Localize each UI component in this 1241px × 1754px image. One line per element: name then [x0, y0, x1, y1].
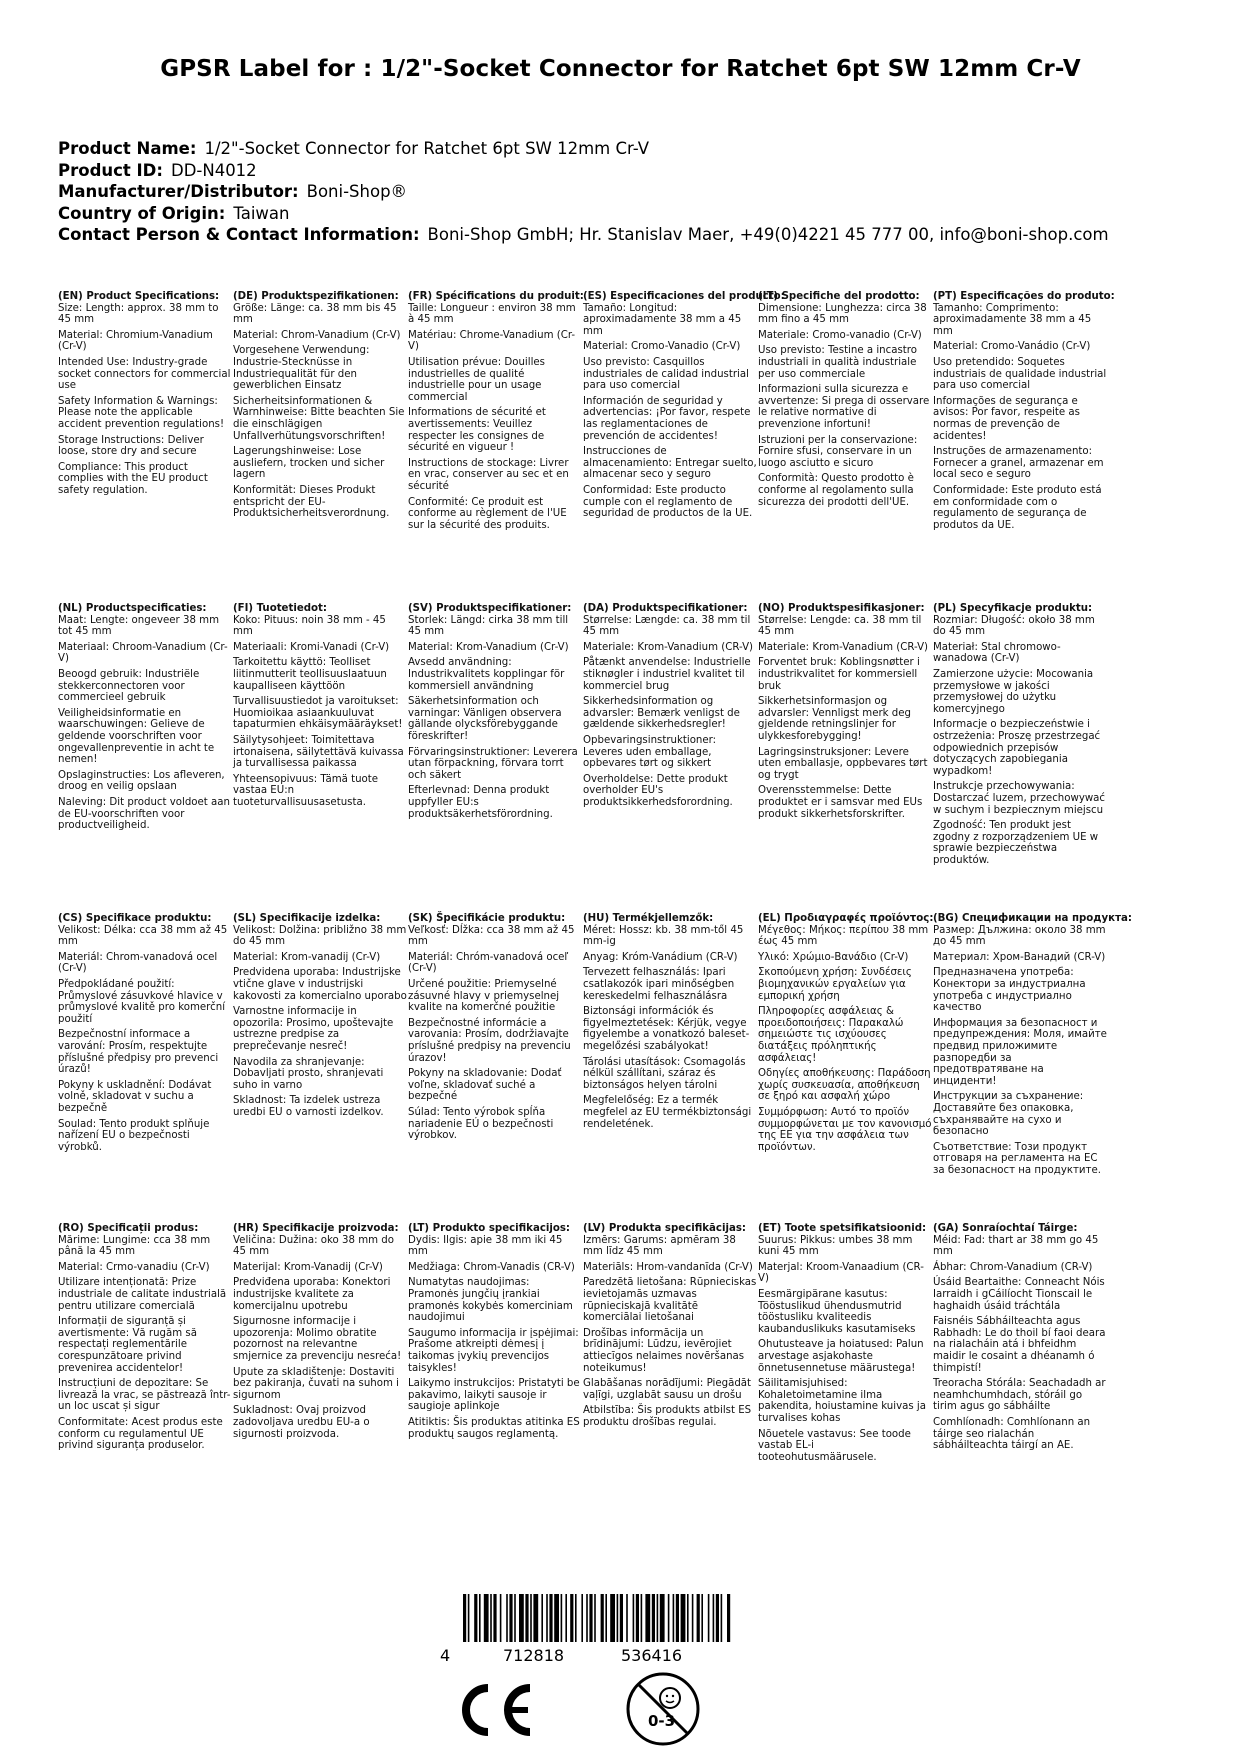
- barcode-bar: [636, 1594, 639, 1642]
- barcode-bar: [525, 1594, 528, 1642]
- spec-line: Predviđena uporaba: Konektori industrijske kvalitete za komercijalnu upotrebu: [233, 1277, 391, 1312]
- barcode-bar: [581, 1594, 583, 1642]
- spec-block: [408, 913, 583, 1146]
- barcode-digits-right: 536416: [621, 1646, 683, 1665]
- spec-heading: (DA) Produktspecifikationer:: [583, 603, 748, 614]
- spec-heading: (HR) Specifikacije proizvoda:: [233, 1223, 399, 1234]
- barcode-bar: [490, 1594, 492, 1642]
- spec-line: Conformità: Questo prodotto è conforme al regolamento sulla sicurezza dei prodotti dell'UE.: [758, 473, 914, 508]
- spec-heading: (FI) Tuotetiedot:: [233, 603, 327, 614]
- spec-line: Materiale: Cromo-vanadio (Cr-V): [758, 329, 922, 341]
- barcode-bar: [509, 1594, 512, 1642]
- barcode-bar: [620, 1594, 623, 1642]
- spec-heading: (PT) Especificações do produto:: [933, 291, 1115, 302]
- spec-line: Compliance: This product complies with the EU product safety regulation.: [58, 461, 208, 496]
- spec-heading: (IT) Specifiche del prodotto:: [758, 291, 920, 302]
- spec-heading: (PL) Specyfikacje produktu:: [933, 603, 1093, 614]
- spec-line: Bezpečnostní informace a varování: Prosím, respektujte příslušné předpisy pro prevenci úrazů!: [58, 1029, 219, 1076]
- spec-line: Οδηγίες αποθήκευσης: Παράδοση χωρίς συσκευασία, αποθήκευση σε ξηρό και ασφαλή χώρο: [758, 1068, 931, 1103]
- spec-line: Saugumo informacija ir įspėjimai: Prašome atkreipti dėmesį į taikomas įvykių prevencijos taisykles!: [408, 1327, 579, 1374]
- spec-line: Υλικό: Χρώμιο-Βανάδιο (Cr-V): [758, 951, 909, 963]
- spec-heading: (LT) Produkto specifikacijos:: [408, 1223, 570, 1234]
- spec-line: Säilytysohjeet: Toimitettava irtonaisena, säilytettävä kuivassa ja turvallisessa paikassa: [233, 734, 404, 770]
- spec-line: Faisnéis Sábháilteachta agus Rabhadh: Le do thoil bí faoi deara na rialacháin atá i bhfeidhm maidir le cosaint a dhéanamh ó thimpistí!: [933, 1316, 1106, 1374]
- spec-line: Beoogd gebruik: Industriële stekkerconnectoren voor commercieel gebruik: [58, 668, 200, 704]
- spec-line: Предназначена употреба: Конектори за индустриална употреба с индустриално качество: [933, 967, 1086, 1014]
- barcode-bar: [716, 1594, 719, 1642]
- barcode-bar: [652, 1594, 655, 1642]
- spec-block: [408, 1223, 583, 1444]
- spec-block: [583, 291, 785, 524]
- age-warning-icon: [624, 1670, 702, 1748]
- spec-line: Συμμόρφωση: Αυτό το προϊόν συμμορφώνεται με τον κανονισμό της ΕΕ για την ασφάλεια των προϊόντων.: [758, 1106, 932, 1153]
- info-row: [58, 224, 1208, 246]
- spec-line: Utilisation prévue: Douilles industrielles de qualité industrielle pour un usage commercial: [408, 356, 545, 403]
- spec-line: Instrucțiuni de depozitare: Se livrează la vrac, se păstrează într-un loc uscat și sigur: [58, 1378, 231, 1413]
- barcode-bar: [565, 1594, 567, 1642]
- spec-line: Materiál: Chróm-vanadová oceľ (Cr-V): [408, 951, 569, 975]
- barcode-bar: [479, 1594, 481, 1642]
- spec-line: Tamaño: Longitud: aproximadamente 38 mm a 45 mm: [583, 302, 742, 337]
- spec-line: Size: Length: approx. 38 mm to 45 mm: [58, 302, 219, 326]
- barcode-bar: [594, 1594, 596, 1642]
- spec-line: Materiaali: Kromi-Vanadi (Cr-V): [233, 641, 390, 653]
- barcode-bar: [617, 1594, 619, 1642]
- spec-line: Informații de siguranță și avertismente: Vă rugăm să respectați reglementările corespunzătoare privind prevenirea accidentelor!: [58, 1316, 197, 1374]
- spec-line: Zgodność: Ten produkt jest zgodny z rozporządzeniem UE w sprawie bezpieczeństwa produktów.: [933, 820, 1099, 866]
- spec-line: Instructions de stockage: Livrer en vrac, conserver au sec et en sécurité: [408, 457, 569, 492]
- spec-line: Megfelelőség: Ez a termék megfelel az EU termékbiztonsági rendeletének.: [583, 1095, 752, 1130]
- spec-line: Materijal: Krom-Vanadij (Cr-V): [233, 1261, 383, 1273]
- spec-line: Materjal: Kroom-Vanaadium (CR-V): [758, 1261, 924, 1285]
- barcode-bar: [493, 1594, 496, 1642]
- spec-line: Sikkerhedsinformation og advarsler: Bemærk venligst de gældende sikkerhedsregler!: [583, 696, 740, 731]
- spec-line: Efterlevnad: Denna produkt uppfyller EU:s produktsäkerhetsförordning.: [408, 785, 553, 820]
- spec-line: Conformité: Ce produit est conforme au règlement de l'UE sur la sécurité des produits.: [408, 496, 567, 531]
- age-warning-label: 0-3: [648, 1712, 676, 1730]
- spec-line: Predvidena uporaba: Industrijske vtične glave v industrijski kakovosti za komercialno uporabo: [233, 967, 407, 1002]
- spec-line: Atbilstība: Šis produkts atbilst ES produktu drošības regulai.: [583, 1405, 752, 1428]
- spec-line: Förvaringsinstruktioner: Leverera utan förpackning, förvara torrt och säkert: [408, 746, 578, 781]
- spec-heading: (EL) Προδιαγραφές προϊόντος:: [758, 913, 934, 924]
- spec-line: Storage Instructions: Deliver loose, store dry and secure: [58, 434, 204, 458]
- spec-line: Avsedd användning: Industrikvalitets kopplingar för kommersiell användning: [408, 657, 565, 692]
- spec-line: Suurus: Pikkus: umbes 38 mm kuni 45 mm: [758, 1234, 913, 1258]
- spec-line: Lagerungshinweise: Lose ausliefern, trocken und sicher lagern: [233, 446, 385, 481]
- barcode-bar: [554, 1594, 559, 1642]
- spec-line: Tárolási utasítások: Csomagolás nélkül szállítani, száraz és biztonságos helyen tárolni: [583, 1056, 746, 1091]
- spec-block: [583, 603, 758, 813]
- spec-line: Utilizare intenționată: Prize industriale de calitate industrială pentru utilizare comercială: [58, 1277, 227, 1312]
- spec-line: Overensstemmelse: Dette produktet er i samsvar med EUs produkt sikkerhetsforskrifter.: [758, 785, 923, 820]
- spec-block: [58, 291, 233, 501]
- spec-line: Overholdelse: Dette produkt overholder EU's produktsikkerhedsforordning.: [583, 773, 733, 808]
- spec-line: Säilitamisjuhised: Kohaletoimetamine ilma pakendita, hoiustamine kuivas ja turvalises kohas: [758, 1378, 926, 1424]
- spec-line: Conformitate: Acest produs este conform cu regulamentul UE privind siguranța produselor.: [58, 1416, 223, 1452]
- spec-line: Material: Chromium-Vanadium (Cr-V): [58, 329, 213, 353]
- page-title: GPSR Label for : 1/2"-Socket Connector for Ratchet 6pt SW 12mm Cr-V: [160, 56, 1081, 82]
- info-value: 1/2"-Socket Connector for Ratchet 6pt SW 12mm Cr-V: [204, 139, 650, 158]
- barcode-bar: [676, 1594, 679, 1642]
- spec-block: [583, 913, 758, 1134]
- spec-heading: (BG) Спецификации на продукта:: [933, 913, 1132, 924]
- spec-line: Varnostne informacije in opozorila: Prosimo, upoštevajte ustrezne predpise za preprečevanje nesreč!: [233, 1006, 394, 1052]
- spec-heading: (NO) Produktspesifikasjoner:: [758, 603, 925, 614]
- spec-line: Soulad: Tento produkt splňuje nařízení EU o bezpečnosti výrobků.: [58, 1118, 210, 1153]
- spec-line: Súlad: Tento výrobok spĺňa nariadenie EÚ o bezpečnosti výrobkov.: [408, 1106, 554, 1142]
- spec-heading: (FR) Spécifications du produit:: [408, 291, 584, 302]
- spec-heading: (SV) Produktspecifikationer:: [408, 603, 572, 614]
- spec-line: Turvallisuustiedot ja varoitukset: Huomioikaa asiaankuuluvat tapaturmien ehkäisymääräykset!: [233, 696, 403, 731]
- spec-line: Materiál: Chrom-vanadová ocel (Cr-V): [58, 951, 218, 975]
- barcode-bar: [605, 1594, 607, 1642]
- spec-line: Instrukcje przechowywania: Dostarczać luzem, przechowywać w suchym i bezpiecznym miejscu: [933, 781, 1106, 816]
- spec-line: Información de seguridad y advertencias: ¡Por favor, respete las reglamentaciones de prevención de accidentes!: [583, 395, 751, 442]
- spec-line: Maat: Lengte: ongeveer 38 mm tot 45 mm: [58, 614, 220, 638]
- spec-line: Veľkosť: Dĺžka: cca 38 mm až 45 mm: [408, 924, 575, 948]
- spec-line: Numatytas naudojimas: Pramonės jungčių įrankiai pramonės kokybės komerciniam naudojimui: [408, 1277, 573, 1324]
- barcode-bar: [570, 1594, 573, 1642]
- spec-line: Pokyny k uskladnění: Dodávat volně, skladovat v suchu a bezpečně: [58, 1079, 212, 1114]
- barcode-bar: [561, 1594, 563, 1642]
- spec-line: Påtænkt anvendelse: Industrielle stiknøgler i industriel kvalitet til kommerciel brug: [583, 657, 751, 692]
- spec-block: [58, 1223, 233, 1456]
- spec-line: Dydis: Ilgis: apie 38 mm iki 45 mm: [408, 1234, 563, 1258]
- spec-line: Velikost: Dolžina: približno 38 mm do 45 mm: [233, 924, 407, 948]
- spec-line: Navodila za shranjevanje: Dobavljati prosto, shranjevati suho in varno: [233, 1056, 384, 1091]
- barcode-bar: [530, 1594, 532, 1642]
- spec-line: Drošības informācija un brīdinājumi: Lūdzu, ievērojiet attiecīgos nelaimes novēršanas noteikumus!: [583, 1327, 745, 1374]
- ean-barcode: [463, 1594, 733, 1642]
- info-value: Taiwan: [233, 203, 290, 223]
- barcode-bar: [721, 1594, 723, 1642]
- barcode-bar: [500, 1594, 502, 1642]
- spec-line: Материал: Хром-Ванадий (CR-V): [933, 951, 1106, 963]
- spec-heading: (ET) Toote spetsifikatsioonid:: [758, 1223, 927, 1234]
- spec-line: Yhteensopivuus: Tämä tuote vastaa EU:n tuoteturvallisuusasetusta.: [233, 773, 379, 808]
- info-value: DD-N4012: [170, 160, 257, 180]
- spec-line: Material: Chrom-Vanadium (Cr-V): [233, 329, 401, 341]
- info-row: [58, 181, 1208, 203]
- spec-line: Ohutusteave ja hoiatused: Palun arvestage asjakohaste õnnetusennetuse määrustega!: [758, 1339, 924, 1374]
- barcode-bar: [575, 1594, 577, 1642]
- spec-block: [408, 603, 583, 824]
- spec-line: Информация за безопасност и предупреждения: Моля, имайте предвид приложимите разпоредби за предотвратяване на инциденти!: [933, 1017, 1107, 1087]
- spec-block: [233, 1223, 408, 1444]
- barcode-bar: [519, 1594, 524, 1642]
- spec-line: Tarkoitettu käyttö: Teolliset liitinmutterit teollisuuslaatuun kaupalliseen käyttöön: [233, 657, 387, 692]
- spec-heading: (RO) Specificații produs:: [58, 1223, 199, 1234]
- barcode-bar: [708, 1594, 710, 1642]
- spec-line: Sigurnosne informacije i upozorenja: Molimo obratite pozornost na relevantne smjernice za prevenciju nesreća!: [233, 1316, 402, 1362]
- spec-block: [758, 603, 933, 824]
- spec-line: Bezpečnostné informácie a varovania: Prosím, dodržiavajte príslušné predpisy na prevenciu úrazov!: [408, 1017, 571, 1064]
- spec-block: [758, 1223, 933, 1467]
- spec-line: Размер: Дължина: около 38 mm до 45 mm: [933, 924, 1106, 948]
- spec-line: Vorgesehene Verwendung: Industrie-Stecknüsse in Industriequalität für den gewerblichen Einsatz: [233, 345, 370, 392]
- spec-line: Určené použitie: Priemyselné zásuvné hlavy v priemyselnej kvalite na komerčné použitie: [408, 978, 560, 1014]
- spec-line: Größe: Länge: ca. 38 mm bis 45 mm: [233, 302, 397, 326]
- barcode-bar: [474, 1594, 477, 1642]
- barcode-bar: [586, 1594, 588, 1642]
- spec-line: Tervezett felhasználás: Ipari csatlakozók ipari minőségben kereskedelmi felhasználásra: [583, 967, 735, 1002]
- spec-line: Conformidade: Este produto está em conformidade com o regulamento de segurança de produtos da UE.: [933, 484, 1102, 531]
- spec-line: Předpokládané použití: Průmyslové zásuvkové hlavice v průmyslové kvalitě pro komerční použití: [58, 978, 226, 1025]
- spec-line: Veličina: Dužina: oko 38 mm do 45 mm: [233, 1234, 394, 1258]
- spec-line: Sikkerhetsinformasjon og advarsler: Vennligst merk deg gjeldende retningslinjer for ulykkesforebygging!: [758, 696, 912, 742]
- spec-heading: (HU) Termékjellemzők:: [583, 913, 714, 924]
- spec-line: Lagringsinstruksjoner: Levere uten emballasje, oppbevares tørt og trygt: [758, 746, 928, 781]
- barcode-bar: [514, 1594, 516, 1642]
- spec-line: Materiaal: Chroom-Vanadium (Cr-V): [58, 641, 228, 665]
- spec-line: Taille: Longueur : environ 38 mm à 45 mm: [408, 302, 576, 326]
- barcode-bar: [660, 1594, 665, 1642]
- spec-line: Uso pretendido: Soquetes industriais de qualidade industrial para uso comercial: [933, 356, 1107, 392]
- spec-heading: (SK) Špecifikácie produktu:: [408, 913, 566, 924]
- barcode-bar: [641, 1594, 643, 1642]
- info-label: Product ID:: [58, 160, 163, 180]
- spec-line: Skladnost: Ta izdelek ustreza uredbi EU o varnosti izdelkov.: [233, 1095, 384, 1118]
- spec-block: [583, 1223, 758, 1433]
- spec-line: Størrelse: Længde: ca. 38 mm til 45 mm: [583, 614, 751, 638]
- spec-block: [233, 291, 408, 524]
- barcode-bar: [727, 1594, 730, 1642]
- spec-line: Μέγεθος: Μήκος: περίπου 38 mm έως 45 mm: [758, 924, 929, 948]
- info-row: [58, 203, 1208, 225]
- spec-line: Sicherheitsinformationen & Warnhinweise: Bitte beachten Sie die einschlägigen Unfallverhütungsvorschriften!: [233, 395, 405, 442]
- spec-line: Storlek: Längd: cirka 38 mm till 45 mm: [408, 614, 569, 638]
- spec-heading: (EN) Product Specifications:: [58, 291, 220, 302]
- spec-line: Material: Krom-Vanadium (Cr-V): [408, 641, 569, 653]
- barcode-bar: [713, 1594, 715, 1642]
- barcode-bar: [601, 1594, 604, 1642]
- spec-line: Material: Crmo-vanadiu (Cr-V): [58, 1261, 210, 1273]
- barcode-bar: [673, 1594, 675, 1642]
- info-row: [58, 138, 1208, 160]
- spec-line: Atitiktis: Šis produktas atitinka ES produktų saugos reglamentą.: [408, 1416, 580, 1440]
- spec-line: Sukladnost: Ovaj proizvod zadovoljava uredbu EU-a o sigurnosti proizvoda.: [233, 1405, 370, 1440]
- spec-line: Uso previsto: Casquillos industriales de calidad industrial para uso comercial: [583, 356, 749, 392]
- barcode-bar: [610, 1594, 615, 1642]
- barcode-bar: [645, 1594, 650, 1642]
- spec-line: Uso previsto: Testine a incastro industriali in qualità industriale per uso commerciale: [758, 345, 917, 380]
- spec-block: [233, 603, 408, 813]
- spec-line: Biztonsági információk és figyelmeztetések: Kérjük, vegye figyelembe a vonatkozó baleset-megelőzési szabályokat!: [583, 1006, 750, 1052]
- spec-line: Anyag: Króm-Vanádium (CR-V): [583, 951, 738, 963]
- spec-heading: (DE) Produktspezifikationen:: [233, 291, 399, 302]
- info-row: [58, 160, 1208, 182]
- barcode-bar: [484, 1594, 489, 1642]
- spec-block: [233, 913, 408, 1123]
- spec-line: Zamierzone użycie: Mocowania przemysłowe w jakości przemysłowej do użytku komercyjnego: [933, 668, 1094, 715]
- spec-line: Medžiaga: Chrom-Vanadis (CR-V): [408, 1261, 575, 1273]
- spec-block: [933, 291, 1115, 535]
- spec-line: Safety Information & Warnings: Please note the applicable accident prevention regulations!: [58, 395, 225, 430]
- barcode-bar: [463, 1594, 466, 1642]
- spec-line: Upute za skladištenje: Dostaviti bez pakiranja, čuvati na suhom i sigurnom: [233, 1366, 399, 1401]
- info-label: Contact Person & Contact Information:: [58, 225, 420, 244]
- spec-line: Materiale: Krom-Vanadium (CR-V): [758, 641, 929, 653]
- spec-line: Forventet bruk: Koblingsnøtter i industrikvalitet for kommersiell bruk: [758, 657, 920, 692]
- spec-line: Nõuetele vastavus: See toode vastab EL-i tooteohutusmäärusele.: [758, 1428, 911, 1463]
- spec-line: Mărime: Lungime: cca 38 mm până la 45 mm: [58, 1234, 211, 1258]
- ce-mark-icon: [452, 1682, 534, 1738]
- spec-line: Úsáid Beartaithe: Conneacht Nóis Iarraidh i gCáilíocht Tionscail le haghaidh úsáid tráchtála: [933, 1277, 1105, 1312]
- spec-line: Intended Use: Industry-grade socket connectors for commercial use: [58, 356, 231, 392]
- barcode-bar: [701, 1594, 703, 1642]
- spec-block: [758, 291, 933, 512]
- barcode-bar: [668, 1594, 670, 1642]
- spec-line: Ábhar: Chrom-Vanadium (CR-V): [933, 1261, 1093, 1273]
- spec-line: Izmērs: Garums: apmēram 38 mm līdz 45 mm: [583, 1234, 736, 1258]
- spec-heading: (SL) Specifikacije izdelka:: [233, 913, 381, 924]
- barcode-bar: [687, 1594, 689, 1642]
- spec-line: Naleving: Dit product voldoet aan de EU-voorschriften voor productveiligheid.: [58, 796, 230, 832]
- info-value: Boni-Shop GmbH; Hr. Stanislav Maer, +49(0)4221 45 777 00, info@boni-shop.com: [427, 225, 1109, 244]
- spec-line: Säkerhetsinformation och varningar: Vänligen observera gällande olycksförebyggande föreskrifter!: [408, 696, 562, 742]
- barcode-bar: [546, 1594, 548, 1642]
- barcode-bar: [681, 1594, 686, 1642]
- spec-line: Størrelse: Lengde: ca. 38 mm til 45 mm: [758, 614, 922, 638]
- spec-line: Σκοπούμενη χρήση: Συνδέσεις βιομηχανικών εργαλείων για εμπορική χρήση: [758, 967, 912, 1002]
- spec-line: Koko: Pituus: noin 38 mm - 45 mm: [233, 614, 386, 638]
- spec-line: Conformidad: Este producto cumple con el reglamento de seguridad de productos de la UE.: [583, 484, 753, 520]
- spec-block: [933, 603, 1108, 870]
- spec-block: [58, 913, 233, 1157]
- barcode-bar: [697, 1594, 700, 1642]
- spec-line: Informacje o bezpieczeństwie i ostrzeżenia: Proszę przestrzegać odpowiednich przepisów dotyczących zapobiegania wypadkom!: [933, 719, 1101, 777]
- spec-line: Comhlíonadh: Comhlíonann an táirge seo rialachán sábháilteachta táirgí an AE.: [933, 1416, 1091, 1452]
- spec-heading: (LV) Produkta specifikācijas:: [583, 1223, 746, 1234]
- barcode-bar: [589, 1594, 592, 1642]
- spec-line: Инструкции за съхранение: Доставяйте без опаковка, съхранявайте на сухо и безопасно: [933, 1091, 1084, 1138]
- spec-line: Instruções de armazenamento: Fornecer a granel, armazenar em local seco e seguro: [933, 446, 1104, 481]
- info-label: Country of Origin:: [58, 203, 226, 223]
- barcode-bar: [506, 1594, 508, 1642]
- barcode-bar: [533, 1594, 538, 1642]
- spec-line: Съответствие: Този продукт отговаря на регламента на ЕС за безопасност на продуктите.: [933, 1141, 1101, 1176]
- barcode-bar: [541, 1594, 543, 1642]
- spec-line: Opbevaringsinstruktioner: Leveres uden emballage, opbevares tørt og sikkert: [583, 734, 717, 770]
- spec-line: Rozmiar: Długość: około 38 mm do 45 mm: [933, 614, 1095, 638]
- barcode-bar: [633, 1594, 635, 1642]
- barcode-digits-left: 712818: [503, 1646, 565, 1665]
- spec-line: Informazioni sulla sicurezza e avvertenze: Si prega di osservare le relative normative di prevenzione infortuni!: [758, 384, 930, 430]
- spec-line: Dimensione: Lunghezza: circa 38 mm fino a 45 mm: [758, 302, 927, 326]
- barcode-digit-first: 4: [440, 1646, 451, 1665]
- spec-heading: (CS) Specifikace produktu:: [58, 913, 212, 924]
- barcode-bar: [549, 1594, 552, 1642]
- spec-line: Treoracha Stórála: Seachadadh ar neamhchumhdach, stóráil go tirim agus go sábháilte: [933, 1378, 1106, 1413]
- spec-line: Material: Krom-vanadij (Cr-V): [233, 951, 381, 963]
- info-label: Product Name:: [58, 139, 197, 158]
- product-info: [58, 138, 1208, 246]
- spec-line: Eesmärgipärane kasutus: Tööstuslikud ühendusmutrid tööstusliku kvaliteedis kaubanduslikuks kasutamiseks: [758, 1288, 916, 1335]
- spec-line: Paredzētā lietošana: Rūpnieciskas ievietojamās uzmavas rūpnieciskajā kvalitātē komerciālai lietošanai: [583, 1277, 757, 1324]
- spec-line: Materiāls: Hrom-vandanīda (Cr-V): [583, 1261, 753, 1273]
- barcode-bar: [468, 1594, 470, 1642]
- spec-line: Velikost: Délka: cca 38 mm až 45 mm: [58, 924, 228, 948]
- spec-line: Instrucciones de almacenamiento: Entregar suelto, almacenar seco y seguro: [583, 446, 757, 481]
- barcode-bar: [692, 1594, 694, 1642]
- spec-line: Istruzioni per la conservazione: Fornire sfusi, conservare in un luogo asciutto e sicuro: [758, 434, 918, 469]
- spec-line: Laikymo instrukcijos: Pristatyti be pakavimo, laikyti sausoje ir saugioje aplinkoje: [408, 1378, 580, 1413]
- spec-block: [58, 603, 233, 836]
- spec-block: [933, 1223, 1108, 1456]
- spec-line: Informations de sécurité et avertissements: Veuillez respecter les consignes de sécurité en vigueur !: [408, 407, 546, 454]
- spec-line: Materiał: Stal chromowo-wanadowa (Cr-V): [933, 641, 1061, 665]
- barcode-bar: [626, 1594, 628, 1642]
- spec-line: Informações de segurança e avisos: Por favor, respeite as normas de prevenção de acidentes!: [933, 395, 1080, 442]
- spec-line: Méret: Hossz: kb. 38 mm-től 45 mm-ig: [583, 924, 744, 948]
- spec-block: [933, 913, 1132, 1180]
- spec-line: Opslaginstructies: Los afleveren, droog en veilig opslaan: [58, 769, 225, 793]
- spec-line: Méid: Fad: thart ar 38 mm go 45 mm: [933, 1234, 1099, 1258]
- spec-heading: (GA) Sonraíochtaí Táirge:: [933, 1223, 1078, 1234]
- spec-line: Glabāšanas norādījumi: Piegādāt vaļīgi, uzglabāt sausu un drošu: [583, 1378, 752, 1401]
- spec-line: Konformität: Dieses Produkt entspricht der EU-Produktsicherheitsverordnung.: [233, 484, 390, 520]
- info-value: Boni-Shop®: [306, 182, 408, 201]
- spec-line: Material: Cromo-Vanadio (Cr-V): [583, 341, 741, 353]
- info-label: Manufacturer/Distributor:: [58, 182, 299, 201]
- spec-block: [758, 913, 933, 1157]
- spec-line: Tamanho: Comprimento: aproximadamente 38 mm a 45 mm: [933, 302, 1092, 337]
- barcode-bar: [657, 1594, 659, 1642]
- spec-heading: (NL) Productspecificaties:: [58, 603, 207, 614]
- spec-line: Πληροφορίες ασφάλειας & προειδοποιήσεις: Παρακαλώ σημειώστε τις ισχύουσες διατάξεις πρόληπτικής ασφάλειας!: [758, 1006, 904, 1064]
- spec-heading: (ES) Especificaciones del producto:: [583, 291, 785, 302]
- spec-line: Pokyny na skladovanie: Dodať voľne, skladovať suché a bezpečné: [408, 1068, 562, 1103]
- spec-line: Materiale: Krom-Vanadium (CR-V): [583, 641, 754, 653]
- spec-line: Veiligheidsinformatie en waarschuwingen: Gelieve de geldende voorschriften voor ongevallenpreventie in acht te nemen!: [58, 707, 215, 766]
- spec-block: [408, 291, 583, 535]
- spec-line: Material: Cromo-Vanádio (Cr-V): [933, 341, 1091, 353]
- spec-line: Matériau: Chrome-Vanadium (Cr-V): [408, 329, 576, 353]
